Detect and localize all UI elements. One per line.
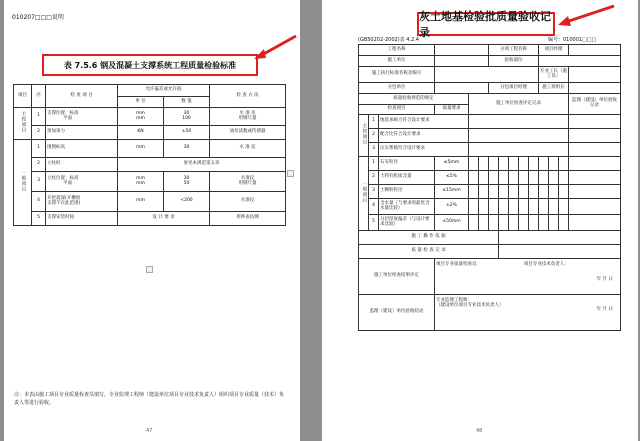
table-cell (569, 83, 621, 94)
right-supervision-header: 监理（建设）单位验收记录 (569, 94, 621, 115)
table-cell (539, 171, 549, 185)
table-cell (469, 143, 569, 157)
right-acceptance-table (358, 44, 621, 331)
table-cell: mm (118, 140, 164, 158)
right-construction-result-label: 施工单位检查结果评定 (359, 259, 435, 295)
right-project-manager-label: 项目经理 (539, 45, 569, 56)
table-cell (489, 157, 499, 171)
table-cell: 支撑位置：标高 平面 (46, 108, 118, 126)
right-general-group: 一般项目 (359, 157, 369, 231)
table-cell: ±2% (435, 199, 469, 215)
table-cell (569, 199, 621, 215)
table-cell (569, 45, 621, 56)
table-cell (539, 157, 549, 171)
table-row: 1 (32, 108, 46, 126)
table-cell (499, 157, 509, 171)
table-cell (479, 199, 489, 215)
table-cell (559, 171, 569, 185)
table-cell (469, 115, 569, 129)
right-spec-header: 质量验收规范的规定 (359, 94, 469, 105)
left-col-item: 项目 (14, 85, 32, 108)
right-document-page (322, 0, 638, 441)
right-project-name-label: 工程名称 (359, 45, 435, 56)
right-supervision-conclusion-label: 监理（建设）单位验收结论 (359, 295, 435, 331)
table-cell (569, 143, 621, 157)
table-cell (539, 56, 621, 67)
table-row: 2 (32, 158, 46, 172)
table-cell: 项目专业质量检查员： 项目专业技术负责人： 年 月 日 (435, 259, 621, 295)
table-cell: 含水量（与要求的最优含水量比较） (379, 199, 435, 215)
table-cell (539, 199, 549, 215)
left-col-seq: 序 (32, 85, 46, 108)
table-cell: 水 准 仪 用钢尺量 (210, 108, 286, 126)
table-cell (519, 215, 529, 231)
table-cell: 围图标高 (46, 140, 118, 158)
table-cell (529, 157, 539, 171)
table-cell (499, 231, 621, 245)
table-row: 1 (369, 157, 379, 171)
table-cell (509, 157, 519, 171)
table-cell: ±50 (164, 126, 210, 140)
table-cell (569, 171, 621, 185)
right-foreman-label: 专业工长（施工员） (539, 67, 569, 83)
table-cell (549, 215, 559, 231)
left-quality-table (13, 84, 286, 226)
table-cell (559, 215, 569, 231)
table-cell (479, 171, 489, 185)
table-row: 3 (369, 143, 379, 157)
table-cell: 设 计 要 求 (118, 212, 210, 226)
table-row: 4 (32, 192, 46, 212)
table-cell (479, 185, 489, 199)
table-cell: 分层厚度偏差（与设计要求比较） (379, 215, 435, 231)
table-cell (569, 215, 621, 231)
table-cell (469, 157, 479, 171)
table-cell: KN (118, 126, 164, 140)
right-acceptance-part-label: 验收部位 (489, 56, 539, 67)
table-row: 2 (369, 171, 379, 185)
table-cell (569, 67, 621, 83)
table-cell (489, 215, 499, 231)
table-cell (489, 199, 499, 215)
table-cell: mm mm (118, 172, 164, 192)
right-page-number: 48 (476, 428, 483, 434)
right-code-right: 编号：010001□□□ (548, 37, 597, 43)
table-cell: 土颗粒粒径 (379, 185, 435, 199)
table-cell (509, 199, 519, 215)
table-cell: ≤15mm (435, 185, 469, 199)
left-page-header: 010207□□□说明 (12, 14, 64, 21)
left-table-title: 表 7.5.6 钢及混凝土支撑系统工程质量检验标准 (42, 54, 258, 76)
table-cell: 参见本规范第五章 (118, 158, 286, 172)
table-cell (519, 157, 529, 171)
left-document-page (4, 0, 300, 441)
table-cell: 30 (164, 140, 210, 158)
right-sub-manager-label: 分包项目经理 (489, 83, 539, 94)
table-cell: 开挖超深(开槽放 支撑不在此范围) (46, 192, 118, 212)
right-team-leader-label: 施工班组长 (539, 83, 569, 94)
table-cell (469, 199, 479, 215)
left-general-group: 一般项目 (14, 140, 32, 226)
left-col-method: 检 查 方 法 (210, 85, 286, 108)
right-tolerance-header: 质量要求 (435, 105, 469, 115)
left-main-group: 主控项目 (14, 108, 32, 140)
table-cell (529, 215, 539, 231)
table-cell (469, 185, 479, 199)
table-cell: 地基承载力符合设计要求 (379, 115, 469, 129)
table-cell: 水准仪 用钢尺量 (210, 172, 286, 192)
table-cell (499, 199, 509, 215)
table-cell: 土料有机质含量 (379, 171, 435, 185)
left-col-check: 检 查 项 目 (46, 85, 118, 108)
table-cell (479, 157, 489, 171)
table-cell (529, 185, 539, 199)
resize-handle[interactable] (146, 266, 153, 273)
table-cell (549, 185, 559, 199)
table-row: 4 (369, 199, 379, 215)
table-cell: 用钟表估测 (210, 212, 286, 226)
table-cell (539, 185, 549, 199)
right-sub-project-label: 分项工程名称 (489, 45, 539, 56)
table-cell (569, 185, 621, 199)
table-cell (435, 83, 489, 94)
table-cell (529, 199, 539, 215)
table-row: 5 (32, 212, 46, 226)
right-code-left: (GB50202-2002)表 4.2.4 (358, 37, 419, 43)
table-cell (549, 199, 559, 215)
table-cell (559, 199, 569, 215)
table-cell (479, 215, 489, 231)
table-cell: 油泵读数或传感器 (210, 126, 286, 140)
table-cell (509, 185, 519, 199)
table-cell (559, 185, 569, 199)
table-cell: <200 (164, 192, 210, 212)
right-construction-unit-label: 施工单位 (359, 56, 435, 67)
table-cell (499, 171, 509, 185)
table-cell (469, 215, 479, 231)
left-col-value: 数 值 (164, 97, 210, 108)
table-cell: ≤5mm (435, 157, 469, 171)
right-standard-label: 施工执行标准名称及编号 (359, 67, 435, 83)
table-cell (569, 129, 621, 143)
table-cell (489, 171, 499, 185)
table-row: 1 (369, 115, 379, 129)
table-cell: 预加顶力 (46, 126, 118, 140)
table-cell: mm mm (118, 108, 164, 126)
table-row: 2 (369, 129, 379, 143)
red-arrow-icon (556, 4, 616, 28)
resize-handle[interactable] (287, 170, 294, 177)
table-cell: 石灰粒径 (379, 157, 435, 171)
table-row: 5 (369, 215, 379, 231)
table-cell (529, 171, 539, 185)
right-table-title: 灰土地基检验批质量验收记录 (417, 12, 555, 36)
table-cell: 专业监理工程师： （建设单位项目专业技术负责人） 年 月 日 (435, 295, 621, 331)
table-cell (519, 199, 529, 215)
table-cell: 立柱位置：标高 平面 (46, 172, 118, 192)
red-arrow-icon (252, 34, 298, 62)
table-cell: 水准仪 (210, 192, 286, 212)
table-cell: 水 准 仪 (210, 140, 286, 158)
table-cell: mm (118, 192, 164, 212)
table-cell (435, 45, 489, 56)
table-cell (559, 157, 569, 171)
table-cell: 30 100 (164, 108, 210, 126)
right-main-group: 主控项目 (359, 115, 369, 157)
right-subcontractor-label: 分包单位 (359, 83, 435, 94)
left-note: 注：本表由施工项目专业质量检查员填写，专业监理工程师（建设单位项目专业技术负责人）组织项目专业质量（技术）负责人等进行验收。 (14, 392, 285, 406)
table-cell (549, 157, 559, 171)
table-cell: 30 50 (164, 172, 210, 192)
table-cell: ±50mm (435, 215, 469, 231)
right-operator-label: 施 工 操 作 依 据 (359, 231, 499, 245)
table-cell: 立柱桩 (46, 158, 118, 172)
table-row: 2 (32, 126, 46, 140)
table-cell (469, 129, 569, 143)
table-row: 3 (32, 172, 46, 192)
table-cell (509, 171, 519, 185)
table-cell (435, 56, 489, 67)
table-cell (499, 215, 509, 231)
table-row: 1 (32, 140, 46, 158)
table-cell (569, 115, 621, 129)
table-cell (519, 185, 529, 199)
table-row: 3 (369, 185, 379, 199)
table-cell (539, 215, 549, 231)
left-page-number: 47 (146, 428, 153, 434)
table-cell (435, 67, 539, 83)
right-check-record-header: 施工单位检查评定记录 (469, 94, 569, 115)
table-cell: ≤5% (435, 171, 469, 185)
table-cell (469, 171, 479, 185)
left-col-allow: 允许偏差或允许值 (118, 85, 210, 97)
table-cell (499, 185, 509, 199)
table-cell (569, 157, 621, 171)
left-col-unit: 单 位 (118, 97, 164, 108)
right-quality-record-label: 质 量 检 查 记 录 (359, 245, 499, 259)
table-cell (519, 171, 529, 185)
page-gap (300, 0, 322, 441)
table-cell: 压实系数符合设计要求 (379, 143, 469, 157)
table-cell: 支撑安装时间 (46, 212, 118, 226)
table-cell (489, 185, 499, 199)
table-cell (549, 171, 559, 185)
table-cell: 配合比符合设计要求 (379, 129, 469, 143)
table-cell (499, 245, 621, 259)
right-check-item-header: 检查项目 (359, 105, 435, 115)
table-cell (509, 215, 519, 231)
